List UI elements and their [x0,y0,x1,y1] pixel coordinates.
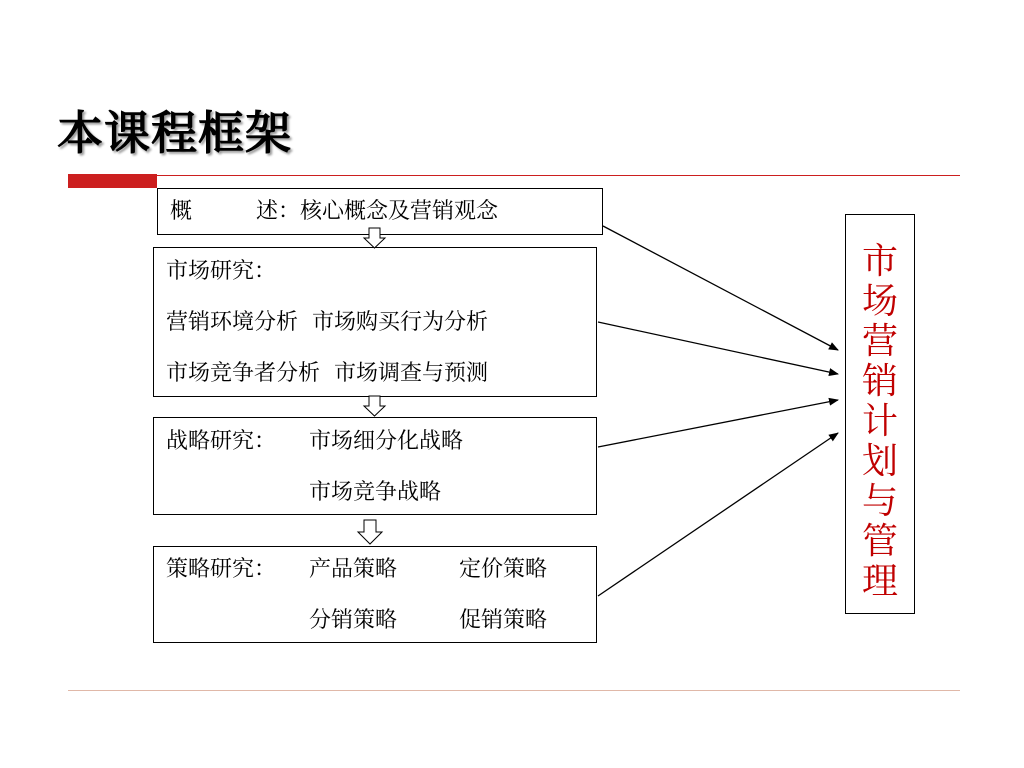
slide-title: 本课程框架 [57,106,292,160]
market-research-line-2: 市场竞争者分析 市场调查与预测 [166,361,488,386]
arrow-overview-to-target [603,226,838,350]
target-char: 场 [861,281,898,322]
target-char: 计 [861,401,898,442]
flow-down-arrow-icon [364,396,385,416]
arrow-market-to-target [598,322,838,374]
strategy-item-competition: 市场竞争战略 [309,480,442,505]
market-research-heading: 市场研究： [166,259,277,284]
tactics-research-label: 策略研究： [166,557,277,582]
flow-down-arrow-icon [358,520,382,544]
tactics-item-product: 产品策略 [309,557,398,582]
arrow-tactics-to-target [598,433,838,596]
market-research-line-1: 营销环境分析 市场购买行为分析 [166,310,488,335]
target-char: 市 [861,241,898,282]
strategy-item-segmentation: 市场细分化战略 [309,429,464,454]
target-char: 营 [861,321,898,362]
tactics-item-promotion: 促销策略 [459,608,548,633]
overview-text: 述：核心概念及营销观念 [256,199,499,224]
footer-rule [68,690,960,691]
tactics-item-pricing: 定价策略 [459,557,548,582]
overview-label: 概 [170,199,193,224]
target-char: 与 [861,481,898,522]
arrow-strategy-to-target [598,400,838,447]
tactics-item-distribution: 分销策略 [309,608,398,633]
strategy-research-label: 战略研究： [166,429,277,454]
target-char: 划 [861,441,898,482]
target-char: 管 [861,521,898,562]
target-char: 销 [861,361,898,402]
flow-down-arrow-icon [364,228,385,248]
target-char: 理 [861,561,898,602]
